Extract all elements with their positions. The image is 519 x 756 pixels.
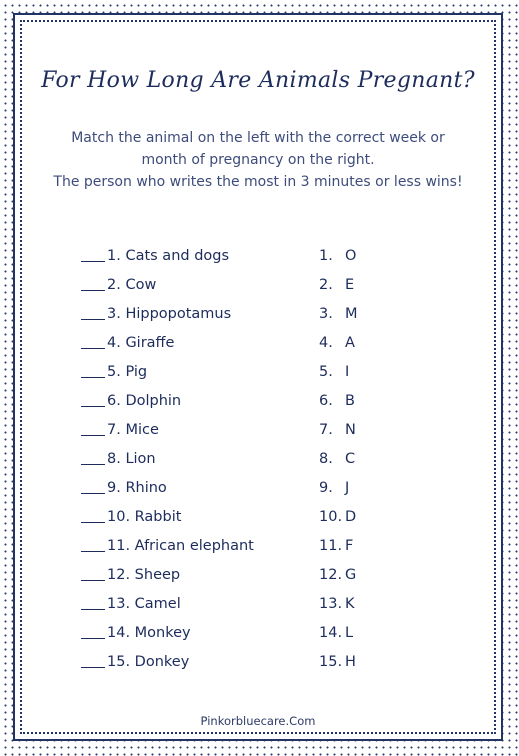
answer-option [319,654,356,670]
animal-label: 5. Pig [107,363,148,380]
answer-blank[interactable] [81,423,105,436]
answer-option [319,248,356,264]
answer-letter: E [345,276,355,293]
answer-letter: G [345,566,357,583]
answer-letter: L [345,624,354,641]
list-item [81,299,441,328]
answer-blank[interactable] [81,249,105,262]
answer-option [319,538,353,554]
answer-number: 15. [319,653,343,670]
animal-label: 8. Lion [107,450,156,467]
answer-blank[interactable] [81,336,105,349]
answer-letter: O [345,247,357,264]
answer-letter: K [345,595,355,612]
answer-letter: C [345,450,356,467]
answer-number: 6. [319,392,333,409]
list-item [81,270,441,299]
answer-number: 7. [319,421,333,438]
answer-blank[interactable] [81,452,105,465]
answer-blank[interactable] [81,510,105,523]
answer-letter: B [345,392,355,409]
answer-number: 11. [319,537,343,554]
answer-option [319,596,355,612]
list-item [81,560,441,589]
answer-blank[interactable] [81,365,105,378]
worksheet-card [13,13,503,741]
list-item [81,386,441,415]
footer-website: Pinkorbluecare.Com [200,714,316,728]
answer-letter: F [345,537,354,554]
answer-option [319,451,355,467]
animal-label: 12. Sheep [107,566,181,583]
list-item [81,589,441,618]
instructions-line-3: The person who writes the most in 3 minutes or less wins! [53,174,463,190]
answer-blank[interactable] [81,394,105,407]
instructions [35,127,481,193]
answer-number: 3. [319,305,333,322]
animal-label: 4. Giraffe [107,334,175,351]
answer-option [319,335,355,351]
animal-label: 14. Monkey [107,624,191,641]
answer-option [319,306,358,322]
animal-label: 6. Dolphin [107,392,182,409]
list-item [81,618,441,647]
answer-number: 1. [319,247,333,264]
answer-blank[interactable] [81,481,105,494]
answer-blank[interactable] [81,278,105,291]
answer-option [319,480,349,496]
animal-label: 13. Camel [107,595,181,612]
answer-letter: H [345,653,356,670]
answer-blank[interactable] [81,626,105,639]
list-item [81,502,441,531]
answer-blank[interactable] [81,539,105,552]
answer-number: 14. [319,624,343,641]
answer-letter: M [345,305,358,322]
answer-letter: J [345,479,350,496]
instructions-line-1: Match the animal on the left with the correct week or [71,130,445,146]
list-item [81,415,441,444]
answer-number: 4. [319,334,333,351]
answer-number: 10. [319,508,343,525]
instructions-line-2: month of pregnancy on the right. [141,152,375,168]
list-item [81,473,441,502]
answer-letter: N [345,421,356,438]
animal-label: 9. Rhino [107,479,167,496]
answer-blank[interactable] [81,655,105,668]
answer-option [319,364,349,380]
answer-option [319,422,356,438]
list-item [81,531,441,560]
page-title: For How Long Are Animals Pregnant? [41,68,475,93]
answer-option [319,509,356,525]
match-list [81,241,441,676]
answer-blank[interactable] [81,597,105,610]
answer-number: 5. [319,363,333,380]
list-item [81,328,441,357]
answer-blank[interactable] [81,568,105,581]
list-item [81,357,441,386]
animal-label: 1. Cats and dogs [107,247,230,264]
animal-label: 11. African elephant [107,537,254,554]
answer-letter: D [345,508,357,525]
answer-blank[interactable] [81,307,105,320]
answer-option [319,277,354,293]
answer-letter: A [345,334,355,351]
answer-option [319,567,356,583]
list-item [81,647,441,676]
animal-label: 15. Donkey [107,653,190,670]
list-item [81,241,441,270]
answer-number: 8. [319,450,333,467]
answer-option [319,625,353,641]
animal-label: 10. Rabbit [107,508,182,525]
animal-label: 3. Hippopotamus [107,305,232,322]
answer-letter: I [345,363,350,380]
answer-number: 2. [319,276,333,293]
animal-label: 2. Cow [107,276,157,293]
answer-number: 12. [319,566,343,583]
answer-option [319,393,355,409]
answer-number: 9. [319,479,333,496]
answer-number: 13. [319,595,343,612]
list-item [81,444,441,473]
animal-label: 7. Mice [107,421,159,438]
